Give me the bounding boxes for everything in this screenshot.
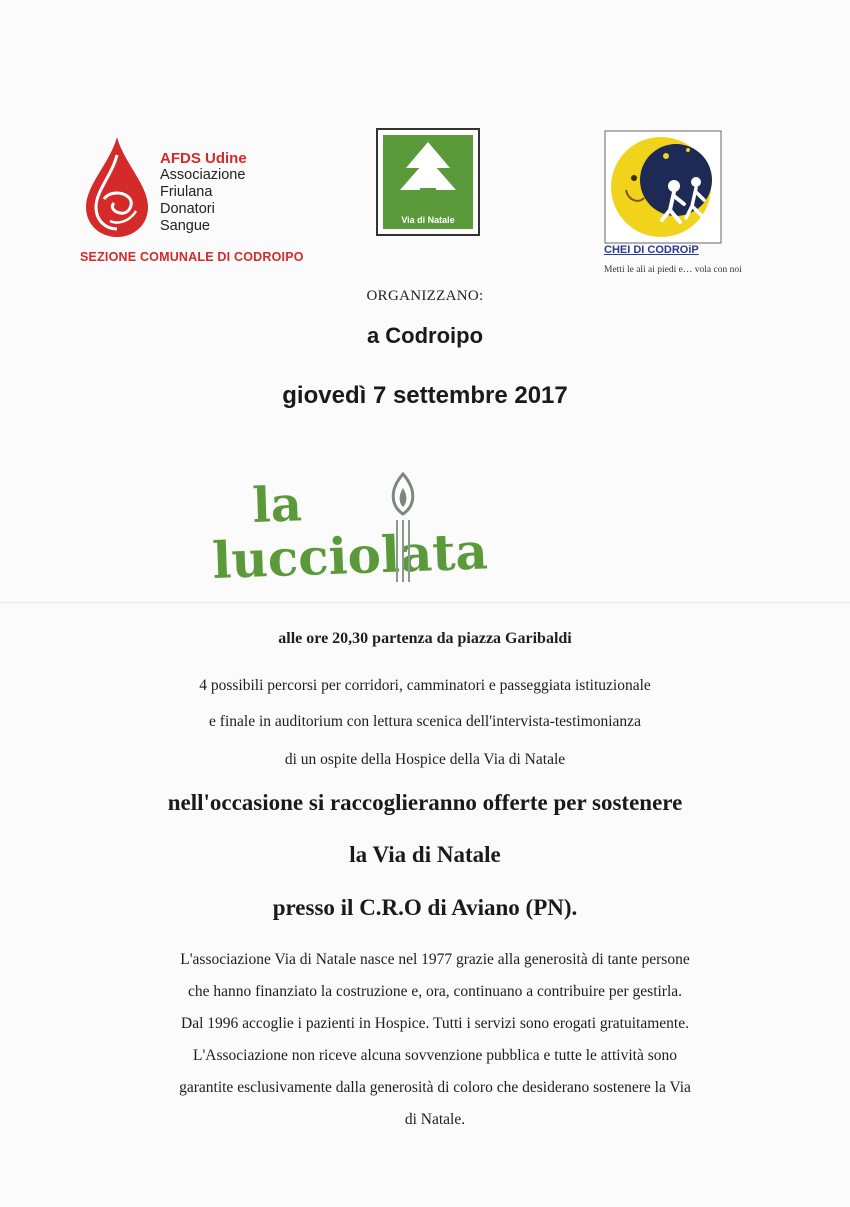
detail-line: e finale in auditorium con lettura scenica dell'intervista-testimonianza <box>209 713 641 730</box>
event-location: a Codroipo <box>366 323 484 348</box>
afds-line: Sangue <box>160 218 210 234</box>
detail-line: 4 possibili percorsi per corridori, camminatori e passeggiata istituzionale <box>199 677 651 694</box>
description-line: che hanno finanziato la costruzione e, ora, continuano a contribuire per gestirla. <box>187 983 683 1000</box>
chei-di-codroip-name: CHEI DI CODROiP <box>604 244 699 256</box>
afds-section-label: SEZIONE COMUNALE DI CODROIPO <box>80 250 304 264</box>
description-line: L'Associazione non riceve alcuna sovvenzione pubblica e tutte le attività sono <box>193 1047 677 1064</box>
afds-line: Donatori <box>160 201 215 217</box>
chei-di-codroip-logo <box>604 130 722 244</box>
detail-line: alle ore 20,30 partenza da piazza Garibaldi <box>278 630 572 647</box>
detail-line: di un ospite della Hospice della Via di Natale <box>284 751 566 768</box>
association-description <box>95 944 775 1136</box>
blood-drop-logo <box>80 135 154 239</box>
organizers-heading: ORGANIZZANO: <box>366 288 484 304</box>
chei-di-codroip-motto: Metti le ali ai piedi e… vola con noi <box>604 265 742 275</box>
highlight-line: la Via di Natale <box>349 842 501 867</box>
afds-line: Friulana <box>160 184 213 200</box>
highlight-line: presso il C.R.O di Aviano (PN). <box>272 895 578 920</box>
description-line: Dal 1996 accoglie i pazienti in Hospice. Tutti i servizi sono erogati gratuitamente. <box>181 1015 689 1032</box>
description-line: L'associazione Via di Natale nasce nel 1977 grazie alla generosità di tante persone <box>180 951 690 968</box>
wordmark-line-1: la <box>251 476 303 534</box>
candle-flame-icon <box>393 474 413 582</box>
description-line: garantite esclusivamente dalla generosità di coloro che desiderano sostenere la Via <box>179 1079 691 1096</box>
afds-line: Associazione <box>160 167 246 183</box>
description-line: di Natale. <box>404 1111 466 1128</box>
afds-name: AFDS Udine <box>160 150 247 167</box>
wordmark-line-2: lucciolata <box>211 521 489 590</box>
via-di-natale-logo <box>376 128 480 236</box>
paper-fold-line <box>0 602 850 603</box>
via-di-natale-logo-label: Via di Natale <box>401 215 455 225</box>
event-date: giovedì 7 settembre 2017 <box>282 382 568 409</box>
afds-name-block <box>160 150 247 235</box>
la-lucciolata-wordmark <box>205 470 655 590</box>
highlight-line: nell'occasione si raccoglieranno offerte per sostenere <box>167 790 683 815</box>
